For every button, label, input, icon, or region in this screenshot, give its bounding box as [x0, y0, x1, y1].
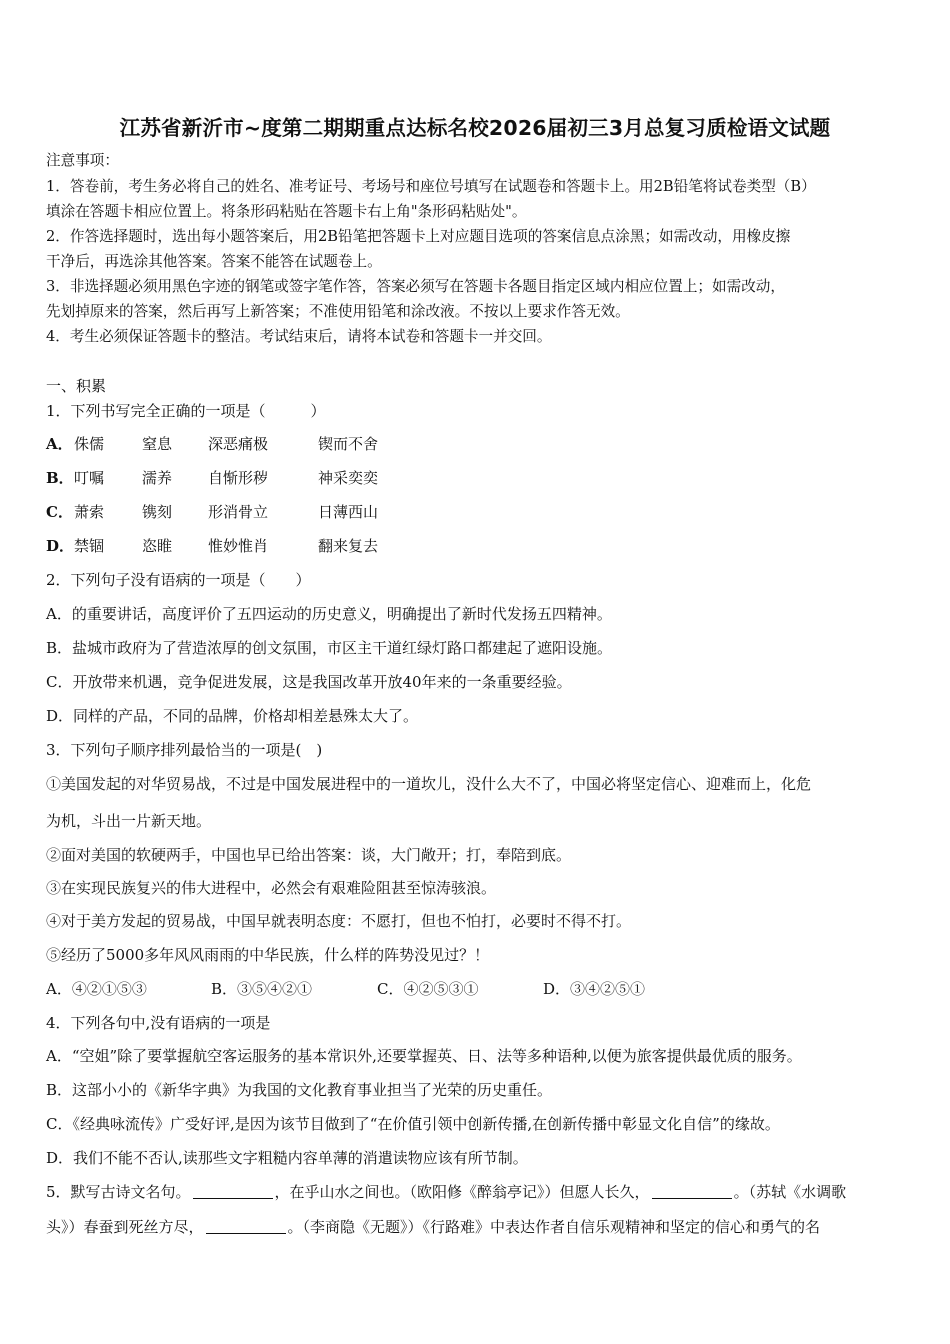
- question-4-option-a: A．“空姐”除了要掌握航空客运服务的基本常识外,还要掌握英、日、法等多种语种,以便为旅客提供最优质的服务。: [46, 1047, 802, 1065]
- notice-line: 干净后，再选涂其他答案。答案不能答在试题卷上。: [46, 253, 382, 270]
- question-3-sentence: 为机，斗出一片新天地。: [46, 812, 212, 830]
- option-word: 锲而不舍: [318, 435, 379, 453]
- page-title: 江苏省新沂市~度第二期期重点达标名校2026届初三3月总复习质检语文试题: [119, 116, 831, 140]
- question-5-text: 。（苏轼《水调歌: [733, 1183, 847, 1201]
- question-3-sentence: ⑤经历了5000多年风风雨雨的中华民族，什么样的阵势没见过？！: [46, 946, 490, 964]
- question-2-option-c: C．开放带来机遇，竞争促进发展，这是我国改革开放40年来的一条重要经验。: [46, 673, 572, 691]
- question-5-text: 。（李商隐《无题》）《行路难》中表达作者自信乐观精神和坚定的信心和勇气的名: [287, 1218, 821, 1236]
- notice-line: 填涂在答题卡相应位置上。将条形码粘贴在答题卡右上角"条形码粘贴处"。: [46, 203, 527, 220]
- option-word: 濡养: [142, 469, 173, 487]
- question-4-option-d: D．我们不能不否认,读那些文字粗糙内容单薄的消遣读物应该有所节制。: [46, 1149, 528, 1167]
- option-label: B．: [46, 469, 74, 487]
- option-word: 神采奕奕: [318, 469, 379, 487]
- option-word: 日薄西山: [318, 503, 379, 521]
- option-label: D．: [46, 537, 75, 555]
- question-3-sentence: ②面对美国的软硬两手，中国也早已给出答案：谈，大门敞开；打，奉陪到底。: [46, 846, 572, 864]
- notice-line: 先划掉原来的答案，然后再写上新答案；不准使用铅笔和涂改液。不按以上要求作答无效。: [46, 303, 630, 320]
- option-word: 叮嘱: [74, 469, 105, 487]
- question-2-option-a: A．的重要讲话，高度评价了五四运动的历史意义，明确提出了新时代发扬五四精神。: [46, 605, 612, 623]
- option-word: 镌刻: [142, 503, 173, 521]
- notice-line: 1．答卷前，考生务必将自己的姓名、准考证号、考场号和座位号填写在试题卷和答题卡上。用2B铅笔将试卷类型（B）: [46, 178, 816, 195]
- notice-line: 3．非选择题必须用黑色字迹的钢笔或签字笔作答，答案必须写在答题卡各题目指定区域内相应位置上；如需改动，: [46, 278, 785, 295]
- answer-blank[interactable]: [206, 1219, 286, 1234]
- question-5-line-2: [46, 1217, 820, 1237]
- option-label: C．: [46, 503, 73, 521]
- question-2-stem: 2．下列句子没有语病的一项是（ ）: [46, 571, 311, 589]
- notice-line: 4．考生必须保证答题卡的整洁。考试结束后，请将本试卷和答题卡一并交回。: [46, 328, 552, 345]
- option-word: 自惭形秽: [208, 469, 269, 487]
- question-3-option-a: A．④②①⑤③: [46, 980, 147, 998]
- question-3-option-c: C．④②⑤③①: [377, 980, 479, 998]
- question-4-option-c: C．《经典咏流传》广受好评,是因为该节目做到了“在价值引领中创新传播,在创新传播中彰显文化自信”的缘故。: [46, 1115, 780, 1133]
- question-3-option-d: D．③④②⑤①: [543, 980, 646, 998]
- answer-blank[interactable]: [193, 1184, 273, 1199]
- question-5-line-1: [46, 1182, 846, 1202]
- question-3-sentence: ④对于美方发起的贸易战，中国早就表明态度：不愿打，但也不怕打，必要时不得不打。: [46, 912, 632, 930]
- section-heading: 一、积累: [46, 377, 107, 395]
- question-3-sentence: ③在实现民族复兴的伟大进程中，必然会有艰难险阻甚至惊涛骇浪。: [46, 879, 497, 897]
- option-word: 形消骨立: [208, 503, 269, 521]
- question-5-text: 5．默写古诗文名句。: [46, 1183, 191, 1201]
- option-word: 窒息: [142, 435, 173, 453]
- option-word: 萧索: [74, 503, 105, 521]
- option-word: 惟妙惟肖: [208, 537, 269, 555]
- question-2-option-d: D．同样的产品，不同的品牌，价格却相差悬殊太大了。: [46, 707, 419, 725]
- question-3-option-b: B．③⑤④②①: [211, 980, 313, 998]
- answer-blank[interactable]: [652, 1184, 732, 1199]
- question-3-sentence: ①美国发起的对华贸易战，不过是中国发展进程中的一道坎儿，没什么大不了，中国必将坚定信心、迎难而上，化危: [46, 775, 812, 793]
- question-4-option-b: B．这部小小的《新华字典》为我国的文化教育事业担当了光荣的历史重任。: [46, 1081, 553, 1099]
- option-word: 侏儒: [74, 435, 105, 453]
- option-word: 深恶痛极: [208, 435, 269, 453]
- option-word: 禁锢: [74, 537, 105, 555]
- notice-line: 2．作答选择题时，选出每小题答案后，用2B铅笔把答题卡上对应题目选项的答案信息点涂黑；如需改动，用橡皮擦: [46, 228, 791, 245]
- option-label: A．: [46, 435, 73, 453]
- option-word: 恣睢: [142, 537, 173, 555]
- option-word: 翻来复去: [318, 537, 379, 555]
- question-1-stem: 1．下列书写完全正确的一项是（ ）: [46, 402, 326, 420]
- question-5-text: 头》）春蚕到死丝方尽，: [46, 1218, 204, 1236]
- question-2-option-b: B．盐城市政府为了营造浓厚的创文氛围，市区主干道红绿灯路口都建起了遮阳设施。: [46, 639, 613, 657]
- question-4-stem: 4．下列各句中,没有语病的一项是: [46, 1014, 271, 1032]
- question-3-stem: 3．下列句子顺序排列最恰当的一项是( ): [46, 741, 323, 759]
- notice-heading: 注意事项：: [46, 152, 119, 169]
- question-5-text: ，在乎山水之间也。（欧阳修《醉翁亭记》）但愿人长久，: [274, 1183, 650, 1201]
